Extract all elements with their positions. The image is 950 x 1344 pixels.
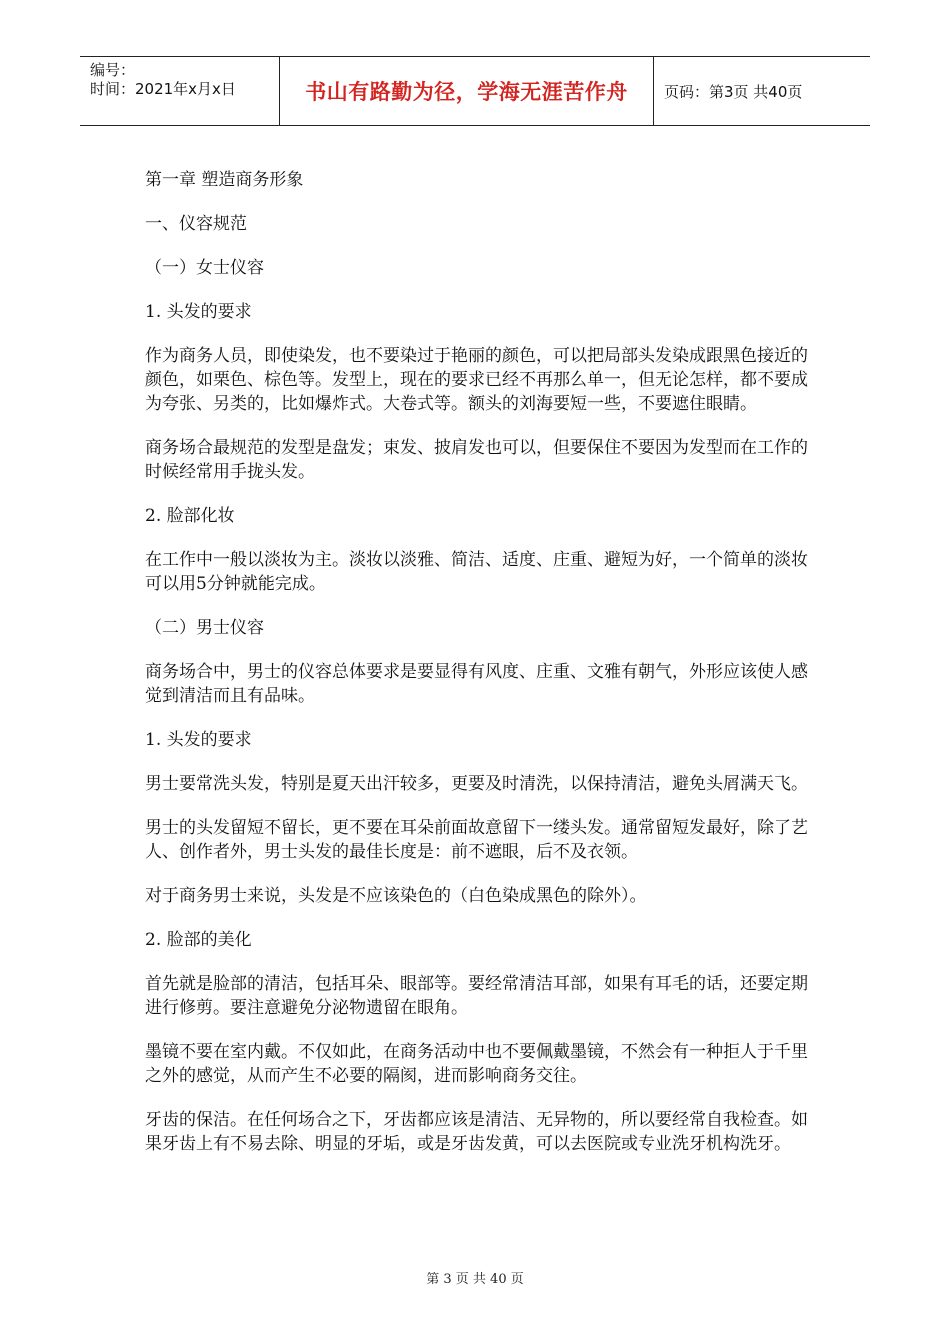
paragraph: 商务场合最规范的发型是盘发；束发、披肩发也可以，但要保住不要因为发型而在工作的时候经常用手拢头发。 [145,438,808,482]
subsection-heading: （二）男士仪容 [145,618,264,638]
paragraph: 作为商务人员，即使染发，也不要染过于艳丽的颜色，可以把局部头发染成跟黑色接近的颜色，如栗色、棕色等。发型上，现在的要求已经不再那么单一，但无论怎样，都不要成为夸张、另类的，比如爆炸式。大卷式等。额头的刘海要短一些，不要遮住眼睛。 [145,346,808,414]
header-page-info: 页码：第3页 共40页 [664,82,803,101]
paragraph: 男士的头发留短不留长，更不要在耳朵前面故意留下一缕头发。通常留短发最好，除了艺人、创作者外，男士头发的最佳长度是：前不遮眼，后不及衣领。 [145,818,808,862]
page-footer: 第 3 页 共 40 页 [426,1272,524,1287]
serial-label: 编号： [90,61,136,79]
header-motto: 书山有路勤为径，学海无涯苦作舟 [280,57,654,125]
paragraph: 男士要常洗头发，特别是夏天出汗较多，更要及时清洗，以保持清洁，避免头屑满天飞。 [145,774,808,794]
chapter-title: 第一章 塑造商务形象 [145,170,304,190]
item-heading: 2. 脸部化妆 [145,506,235,526]
paragraph: 在工作中一般以淡妆为主。淡妆以淡雅、简洁、适度、庄重、避短为好，一个简单的淡妆可以用5分钟就能完成。 [145,550,808,594]
header-meta [80,57,280,125]
paragraph: 首先就是脸部的清洁，包括耳朵、眼部等。要经常清洁耳部，如果有耳毛的话，还要定期进行修剪。要注意避免分泌物遗留在眼角。 [145,974,808,1018]
paragraph: 对于商务男士来说，头发是不应该染色的（白色染成黑色的除外）。 [145,886,647,906]
subsection-heading: （一）女士仪容 [145,258,264,278]
section-heading: 一、仪容规范 [145,214,247,234]
time-label: 时间：2021年x月x日 [90,80,236,98]
page-header [80,56,870,126]
document-body [145,168,810,1176]
paragraph: 商务场合中，男士的仪容总体要求是要显得有风度、庄重、文雅有朝气，外形应该使人感觉到清洁而且有品味。 [145,662,808,706]
item-heading: 2. 脸部的美化 [145,930,252,950]
paragraph: 牙齿的保洁。在任何场合之下，牙齿都应该是清洁、无异物的，所以要经常自我检查。如果牙齿上有不易去除、明显的牙垢，或是牙齿发黄，可以去医院或专业洗牙机构洗牙。 [145,1110,808,1154]
item-heading: 1. 头发的要求 [145,302,252,322]
item-heading: 1. 头发的要求 [145,730,252,750]
paragraph: 墨镜不要在室内戴。不仅如此，在商务活动中也不要佩戴墨镜，不然会有一种拒人于千里之外的感觉，从而产生不必要的隔阂，进而影响商务交往。 [145,1042,808,1086]
